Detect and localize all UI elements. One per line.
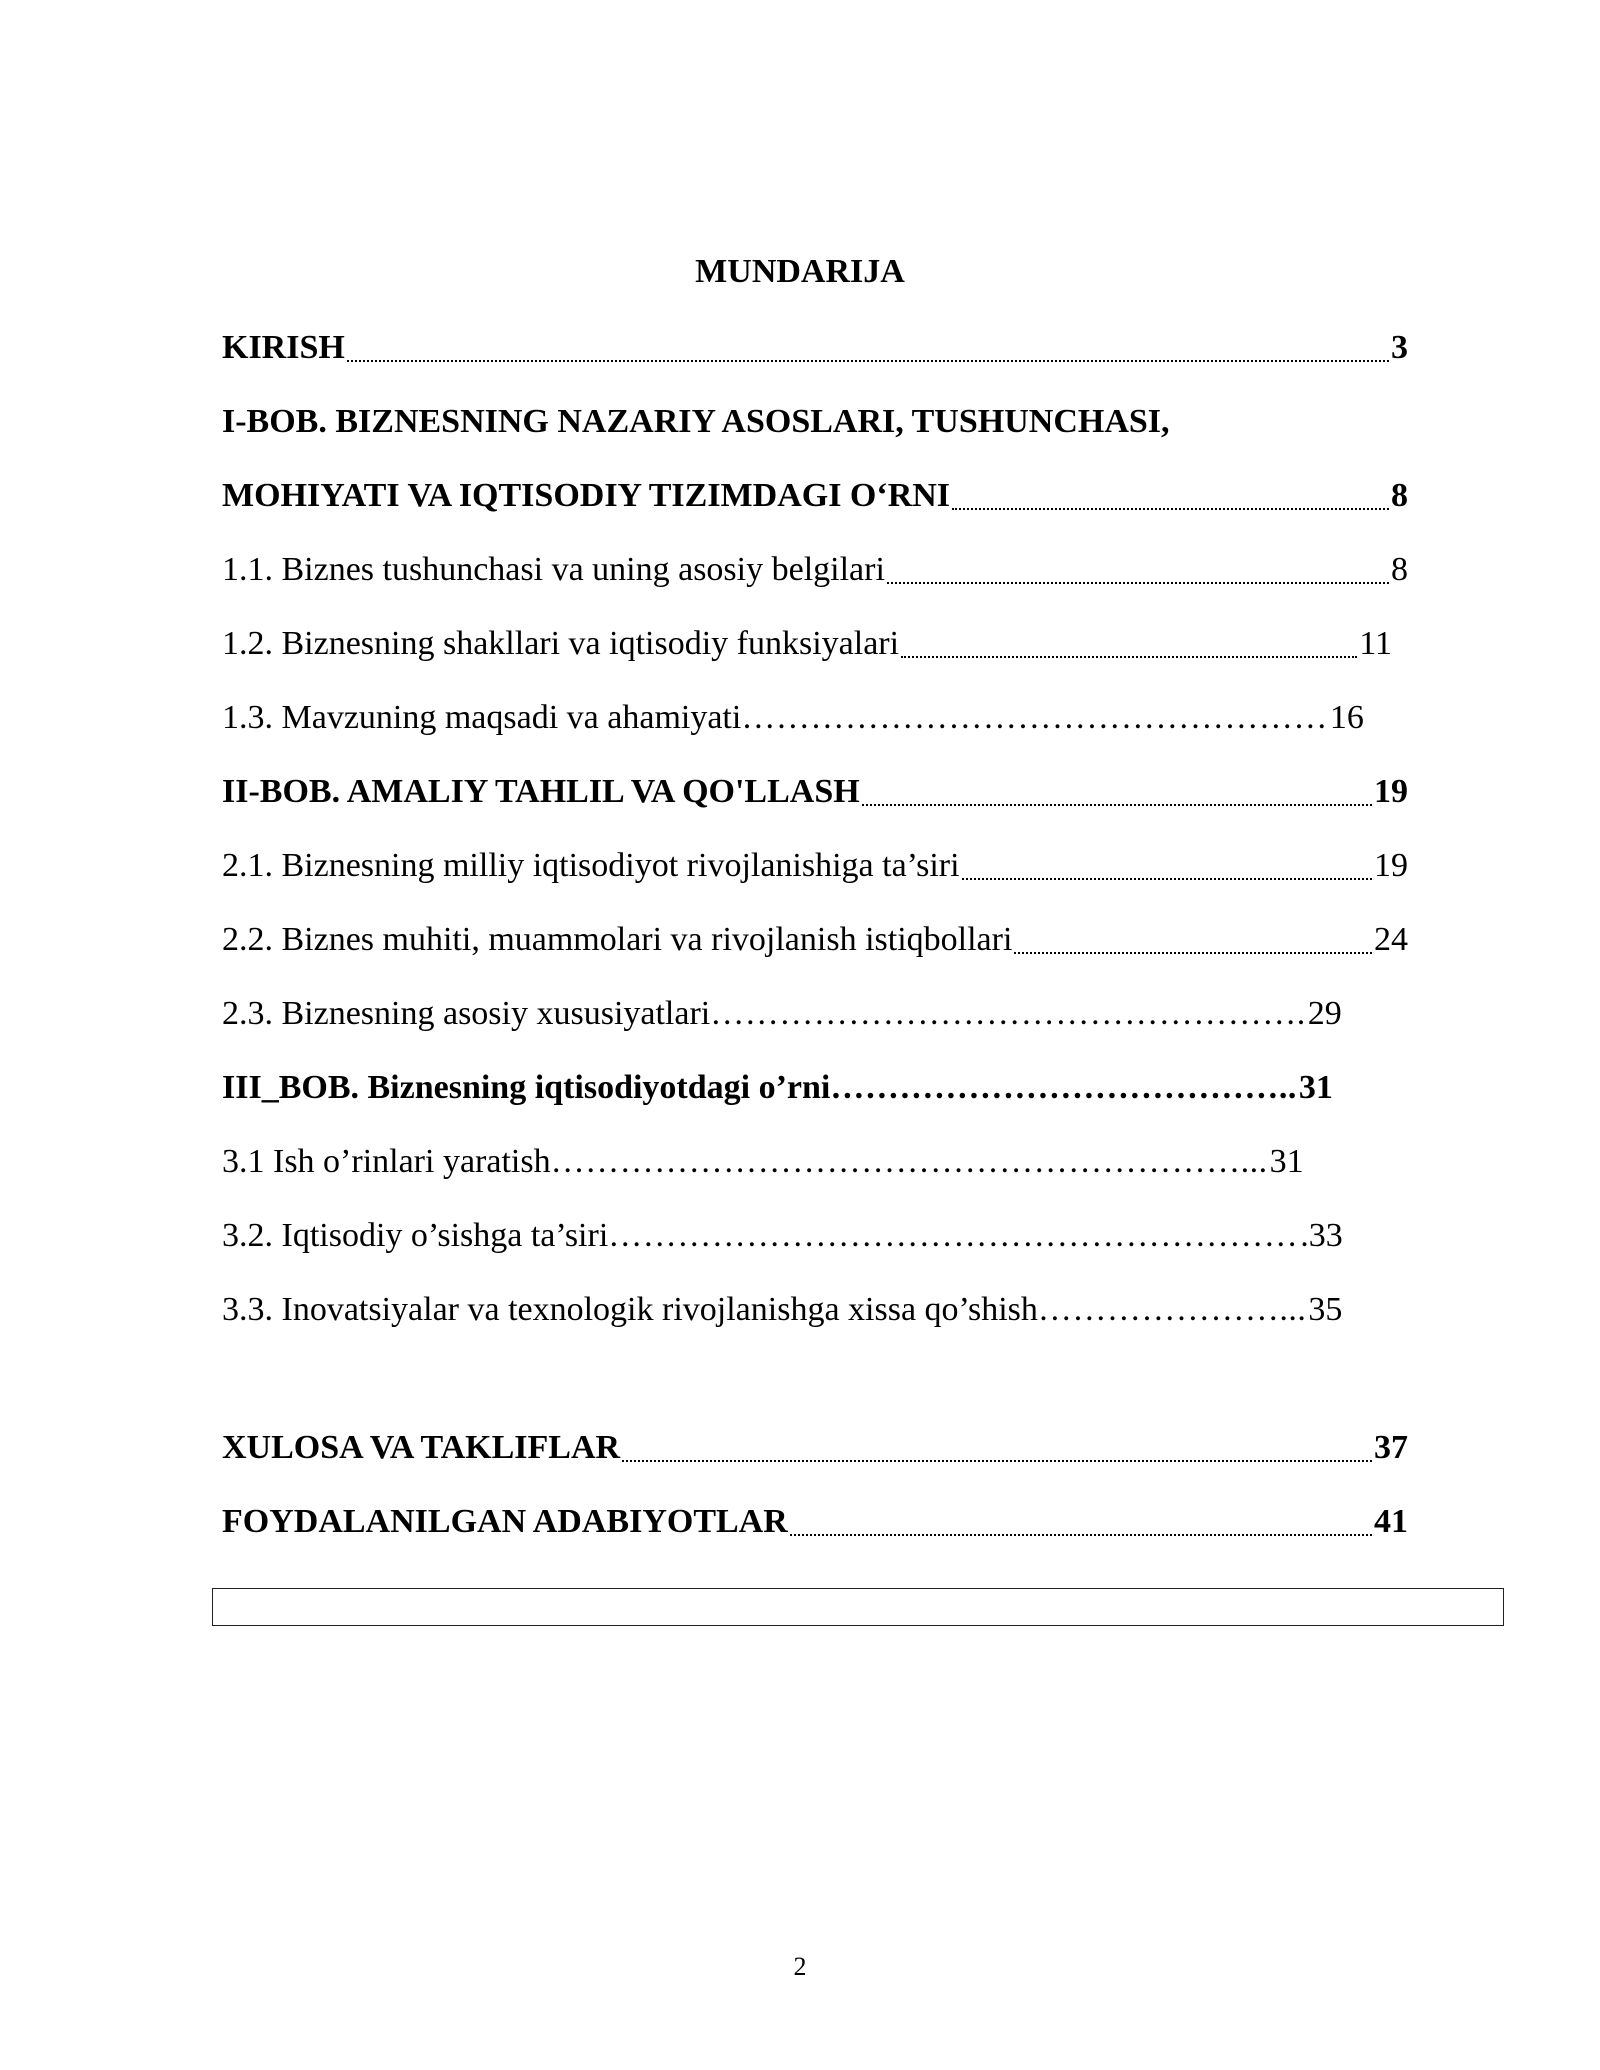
toc-title: MUNDARIJA — [695, 253, 905, 290]
toc-entry-references[interactable] — [222, 1492, 1408, 1552]
toc-entry-chapter-1-line-2[interactable] — [222, 466, 1408, 526]
toc-entry-page: 16 — [1329, 699, 1364, 736]
toc-entry-page: 24 — [1374, 921, 1408, 958]
toc-entry-3-3[interactable] — [222, 1280, 1418, 1340]
toc-entry-page: 29 — [1307, 995, 1342, 1032]
toc-entry-1-3[interactable] — [222, 688, 1392, 748]
toc-leader-dots — [347, 358, 1389, 362]
toc-entry-chapter-1-line-1[interactable] — [222, 392, 1408, 452]
page-number: 2 — [793, 1952, 807, 1981]
toc-entry-page: 19 — [1374, 773, 1408, 810]
toc-entry-label: 2.1. Biznesning milliy iqtisodiyot rivojlanishiga ta’siri — [222, 847, 960, 884]
toc-entry-label: XULOSA VA TAKLIFLAR — [222, 1429, 621, 1466]
toc-entry-page: 11 — [1359, 625, 1392, 662]
toc-leader-dots — [622, 1458, 1372, 1462]
toc-entry-label: II-BOB. AMALIY TAHLIL VA QO'LLASH — [222, 773, 860, 810]
toc-leader-dots — [887, 580, 1389, 584]
toc-entry-label: KIRISH — [222, 329, 345, 366]
toc-entry-label: 3.2. Iqtisodiy o’sishga ta’siri — [222, 1217, 609, 1254]
toc-leader-text: ……………………………………………. — [710, 995, 1306, 1032]
toc-leader-text: …………………... — [1037, 1291, 1307, 1328]
toc-entry-2-3[interactable] — [222, 984, 1408, 1044]
toc-entry-chapter-3[interactable] — [222, 1058, 1408, 1118]
toc-entry-label: 1.3. Mavzuning maqsadi va ahamiyati — [222, 699, 742, 736]
toc-leader-text: ……………………………………………………... — [550, 1143, 1268, 1180]
toc-entry-3-2[interactable] — [222, 1206, 1408, 1266]
toc-entry-1-2[interactable] — [222, 614, 1392, 674]
toc-entry-label: MOHIYATI VA IQTISODIY TIZIMDAGI O‘RNI — [222, 477, 951, 514]
toc-leader-dots — [1014, 950, 1372, 954]
toc-leader-dots — [862, 802, 1372, 806]
toc-entry-page: .33 — [1300, 1217, 1343, 1254]
toc-leader-dots — [962, 876, 1372, 880]
toc-entry-2-2[interactable] — [222, 910, 1408, 970]
toc-entry-label: 1.2. Biznesning shakllari va iqtisodiy funksiyalari — [222, 625, 900, 662]
toc-entry-page: 19 — [1374, 847, 1408, 884]
toc-entry-page: 31 — [1298, 1069, 1333, 1106]
toc-entry-label: 3.1 Ish o’rinlari yaratish — [222, 1143, 551, 1180]
toc-leader-dots — [952, 506, 1389, 510]
toc-leader-text: ………………………………….. — [830, 1069, 1297, 1106]
toc-leader-text: …………………………………………… — [741, 699, 1328, 736]
toc-entry-page: 37 — [1374, 1429, 1408, 1466]
toc-entry-kirish[interactable] — [222, 318, 1408, 378]
toc-entry-conclusion[interactable] — [222, 1418, 1408, 1478]
toc-entry-page: 8 — [1391, 477, 1408, 514]
toc-entry-page: 31 — [1269, 1143, 1304, 1180]
toc-entry-label: FOYDALANILGAN ADABIYOTLAR — [222, 1503, 788, 1540]
toc-entry-2-1[interactable] — [222, 836, 1408, 896]
empty-frame-box — [212, 1588, 1504, 1626]
toc-entry-page: 8 — [1391, 551, 1408, 588]
toc-entry-label: I-BOB. BIZNESNING NAZARIY ASOSLARI, TUSHUNCHASI, — [222, 403, 1170, 440]
toc-leader-dots — [790, 1532, 1372, 1536]
toc-entry-page: 3 — [1391, 329, 1408, 366]
toc-entry-label: III_BOB. Biznesning iqtisodiyotdagi o’rni — [222, 1069, 831, 1106]
toc-entry-label: 2.3. Biznesning asosiy xususiyatlari — [222, 995, 711, 1032]
toc-leader-dots — [901, 654, 1357, 658]
toc-leader-text: …………………………………………………… — [608, 1217, 1299, 1254]
toc-entry-page: 35 — [1308, 1291, 1343, 1328]
toc-entry-page: 41 — [1374, 1503, 1408, 1540]
toc-entry-label: 1.1. Biznes tushunchasi va uning asosiy belgilari — [222, 551, 885, 588]
toc-entry-label: 2.2. Biznes muhiti, muammolari va rivojlanish istiqbollari — [222, 921, 1013, 958]
toc-entry-1-1[interactable] — [222, 540, 1408, 600]
toc-entry-chapter-2[interactable] — [222, 762, 1408, 822]
toc-entry-3-1[interactable] — [222, 1132, 1408, 1192]
toc-entry-label: 3.3. Inovatsiyalar va texnologik rivojlanishga xissa qo’shish — [222, 1291, 1038, 1328]
